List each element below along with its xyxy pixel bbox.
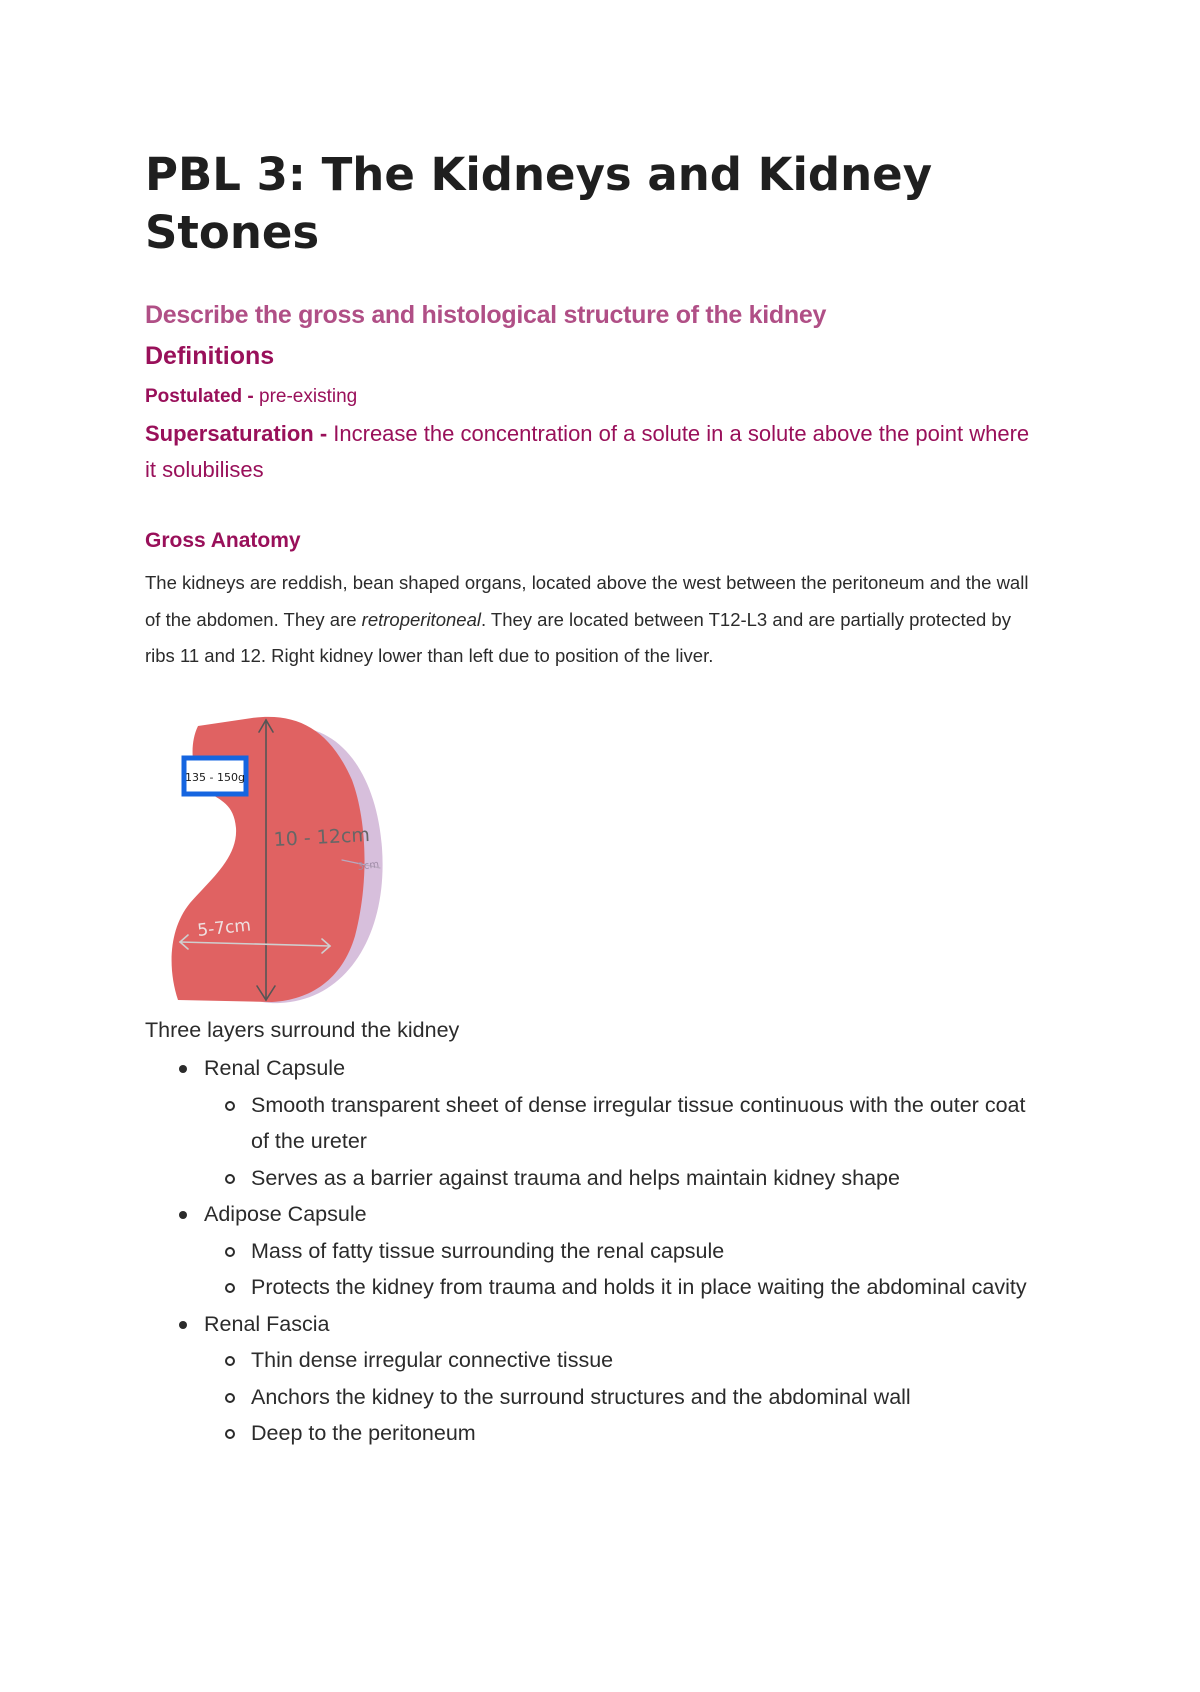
kidney-layers-list bbox=[145, 1050, 1045, 1452]
definitions-heading: Definitions bbox=[145, 342, 275, 370]
depth-label: 3cm bbox=[356, 859, 380, 873]
paragraph-text: The kidneys are reddish, bean shaped organs, located above the west between the peritoneum and the wall of the abdomen. They are bbox=[145, 572, 1029, 630]
kidney-sketch-figure bbox=[170, 708, 400, 1008]
layer-point: Protects the kidney from trauma and holds it in place waiting the abdominal cavity bbox=[145, 1269, 1045, 1306]
definition-meaning: pre-existing bbox=[259, 386, 358, 407]
layer-point: Mass of fatty tissue surrounding the renal capsule bbox=[145, 1233, 1045, 1270]
layer-point: Deep to the peritoneum bbox=[145, 1415, 1045, 1452]
gross-anatomy-heading: Gross Anatomy bbox=[145, 529, 301, 552]
definition-supersaturation bbox=[145, 416, 1045, 488]
paragraph-italic-term: retroperitoneal bbox=[361, 608, 481, 630]
paragraph-text-end: . They are located between T12-L3 and are partially protected by ribs 11 and 12. Right kidney lower than left due to position of the liver. bbox=[145, 608, 1011, 666]
length-label: 10 - 12cm bbox=[273, 823, 371, 851]
definition-term: Supersaturation bbox=[145, 421, 314, 446]
layers-intro: Three layers surround the kidney bbox=[145, 1018, 460, 1042]
definition-term: Postulated bbox=[145, 386, 243, 407]
layer-point: Smooth transparent sheet of dense irregular tissue continuous with the outer coat of the ureter bbox=[145, 1087, 1045, 1160]
definition-separator: - bbox=[313, 421, 334, 446]
definition-postulated bbox=[145, 383, 1045, 411]
layer-item: Renal Capsule bbox=[145, 1050, 1045, 1087]
definition-separator: - bbox=[242, 386, 260, 407]
weight-label: 135 - 150g bbox=[185, 771, 245, 784]
width-label: 5-7cm bbox=[196, 915, 252, 941]
layer-item: Adipose Capsule bbox=[145, 1196, 1045, 1233]
layer-point: Anchors the kidney to the surround structures and the abdominal wall bbox=[145, 1379, 1045, 1416]
layer-point: Thin dense irregular connective tissue bbox=[145, 1342, 1045, 1379]
page-title: PBL 3: The Kidneys and Kidney Stones bbox=[145, 148, 933, 259]
layer-point: Serves as a barrier against trauma and helps maintain kidney shape bbox=[145, 1160, 1045, 1197]
layer-item: Renal Fascia bbox=[145, 1306, 1045, 1343]
objective-heading: Describe the gross and histological structure of the kidney bbox=[145, 301, 827, 329]
definition-meaning: Increase the concentration of a solute in a solute above the point where it solubilises bbox=[145, 421, 1030, 482]
gross-anatomy-paragraph bbox=[145, 565, 1035, 675]
